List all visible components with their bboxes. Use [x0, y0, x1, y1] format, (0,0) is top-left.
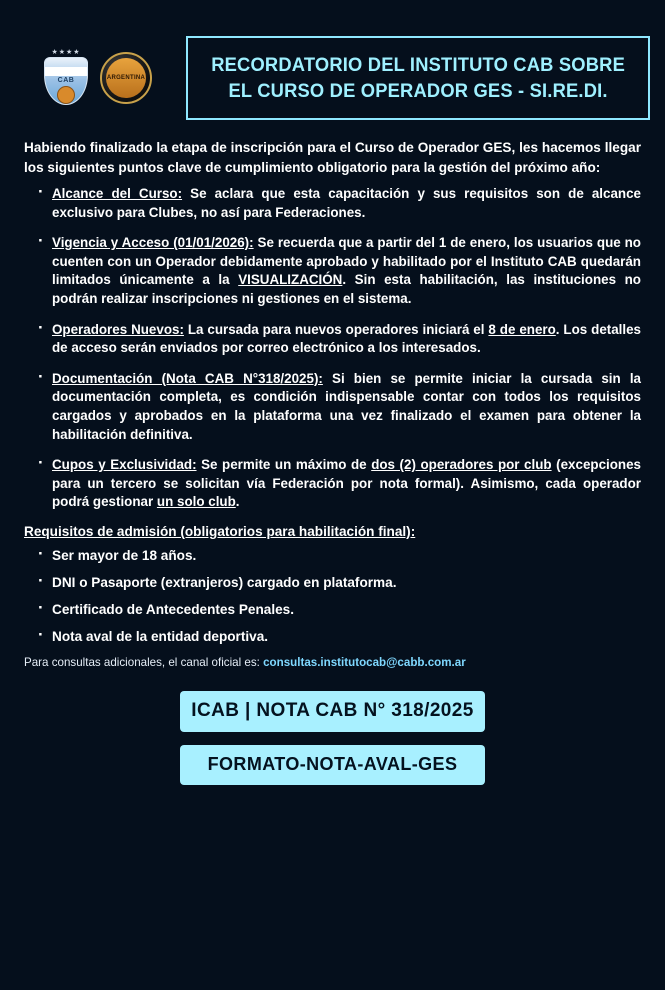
argentina-basketball-logo	[100, 52, 152, 104]
contact-email-link[interactable]: consultas.institutocab@cabb.com.ar	[263, 655, 466, 669]
list-item	[38, 456, 641, 512]
contact-line	[24, 656, 641, 669]
bullet-title: Cupos y Exclusividad:	[52, 457, 197, 473]
logo-group	[22, 49, 172, 107]
footer-buttons	[24, 691, 641, 785]
bullet-text: La cursada para nuevos operadores iniciará el 8 de enero. Los detalles de acceso serán enviados por correo electrónico a los interesados.	[52, 321, 642, 356]
shield-band	[45, 67, 87, 76]
stars-icon: ★★★★	[51, 49, 81, 56]
bullet-text: Si bien se permite iniciar la cursada sin la documentación completa, es condición indispensable contar con todos los requisitos cargados y aprobados en la plataforma una vez finalizado el examen para obtener la habilitación definitiva.	[52, 370, 642, 442]
bullet-title: Operadores Nuevos:	[52, 321, 184, 337]
list-item	[38, 234, 641, 308]
cab-shield-logo	[42, 49, 90, 107]
bullet-title: Alcance del Curso:	[52, 186, 183, 201]
bullet-text: Se permite un máximo de dos (2) operadores por club (excepciones para un tercero se solicitan vía Federación por nota formal). Asimismo, cada operador podrá gestionar un solo club.	[52, 457, 641, 510]
list-item	[38, 321, 641, 358]
requirements-heading: Requisitos de admisión (obligatorios para habilitación final):	[24, 523, 416, 539]
list-item: · DNI o Pasaporte (extranjeros) cargado en plataforma.	[38, 574, 641, 592]
title-box	[186, 36, 650, 120]
key-points-list	[24, 185, 641, 512]
intro-paragraph: Habiendo finalizado la etapa de inscripción para el Curso de Operador GES, les hacemos llegar los siguientes puntos clave de cumplimiento obligatorio para la gestión del próximo año:	[24, 140, 641, 175]
bullet-title: Documentación (Nota CAB N°318/2025):	[52, 370, 323, 386]
list-item: · Certificado de Antecedentes Penales.	[38, 601, 641, 619]
requirements-list	[24, 547, 641, 646]
content	[0, 120, 665, 785]
nota-cab-button[interactable]: ICAB | NOTA CAB N° 318/2025	[180, 691, 485, 732]
cab-shield-label: CAB	[57, 77, 75, 84]
bullet-title: Vigencia y Acceso (01/01/2026):	[52, 235, 254, 251]
list-item: · Ser mayor de 18 años.	[38, 547, 641, 565]
contact-prefix: Para consultas adicionales, el canal oficial es:	[24, 655, 264, 669]
title-line-2: EL CURSO DE OPERADOR GES - SI.RE.DI.	[228, 80, 608, 102]
list-item	[38, 370, 641, 444]
bullet-text: Se aclara que esta capacitación y sus requisitos son de alcance exclusivo para Clubes, no así para Federaciones.	[52, 186, 641, 220]
basketball-icon	[57, 86, 75, 104]
header	[0, 0, 665, 120]
argentina-logo-label: ARGENTINA	[106, 58, 146, 98]
list-item: · Nota aval de la entidad deportiva.	[38, 628, 641, 646]
shield-icon	[44, 57, 88, 105]
formato-nota-aval-button[interactable]: FORMATO-NOTA-AVAL-GES	[180, 745, 485, 785]
title-line-1: RECORDATORIO DEL INSTITUTO CAB SOBRE	[211, 54, 625, 76]
list-item	[38, 185, 641, 222]
bullet-text: Se recuerda que a partir del 1 de enero, los usuarios que no cuenten con un Operador debidamente aprobado y habilitado por el Instituto CAB quedarán limitados únicamente a la VISUALIZACIÓN. Sin esta habilitación, las instituciones no podrán realizar inscripciones ni gestiones en el sistema.	[52, 235, 641, 306]
